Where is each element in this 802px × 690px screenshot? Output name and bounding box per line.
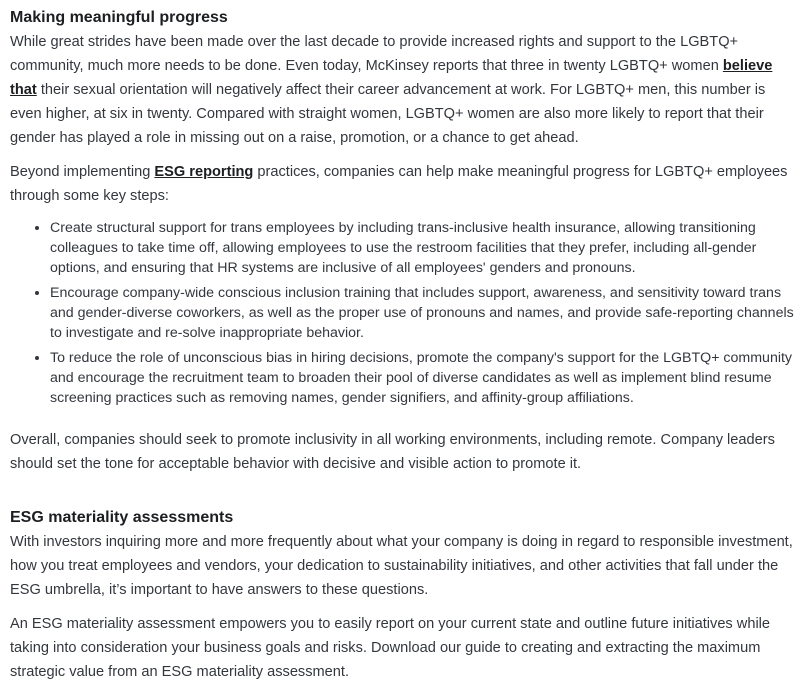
paragraph-text: practices, companies can help make meaningful progress for LGBTQ+ employees through some key steps: (10, 164, 788, 204)
materiality-paragraph-2: An ESG materiality assessment empowers you to easily report on your current state and outline future initiatives while taking into consideration your business goals and risks. Download our guide to creating and extracting the maximum strategic value from an ESG materiality assessment. (10, 616, 771, 680)
paragraph-text: their sexual orientation will negatively affect their career advancement at work. For LGBTQ+ men, this number is even higher, at six in twenty. Compared with straight women, LGBTQ+ women are also more likely to report that their gender has played a role in missing out on a raise, promotion, or a chance to get ahead. (10, 82, 766, 146)
esg-reporting-link[interactable]: ESG reporting (154, 164, 254, 180)
section-heading-materiality: ESG materiality assessments (10, 509, 234, 526)
paragraph-text: Beyond implementing (10, 164, 155, 180)
paragraph-text: While great strides have been made over the last decade to provide increased rights and support to the LGBTQ+ community, much more needs to be done. Even today, McKinsey reports that three in twenty LGBTQ+ women (10, 34, 739, 74)
list-item: • To reduce the role of unconscious bias in hiring decisions, promote the company's support for the LGBTQ+ community and encourage the recruitment team to broaden their pool of diverse candidates as well as implement blind resume screening practices such as removing names, gender signifiers, and affinity-group affiliations. (50, 348, 802, 408)
conclusion-paragraph: Overall, companies should seek to promote inclusivity in all working environments, including remote. Company leaders should set the tone for acceptable behavior with decisive and visible action to promote it. (10, 432, 775, 472)
progress-intro-paragraph (10, 30, 800, 150)
list-item: • Encourage company-wide conscious inclusion training that includes support, awareness, and sensitivity toward trans and gender-diverse coworkers, as well as the proper use of pronouns and names, and provide safe-reporting channels to investigate and re-solve inappropriate behavior. (50, 283, 802, 343)
list-item: • Create structural support for trans employees by including trans-inclusive health insurance, allowing transitioning colleagues to take time off, allowing employees to use the restroom facilities that they prefer, including all-gender options, and ensuring that HR systems are inclusive of all employees' genders and pronouns. (50, 218, 802, 278)
believe-that-link[interactable]: believe that (10, 58, 773, 98)
key-steps-list (10, 218, 802, 408)
section-heading-progress: Making meaningful progress (10, 9, 228, 26)
materiality-paragraph-1: With investors inquiring more and more frequently about what your company is doing in regard to responsible investment, how you treat employees and vendors, your dedication to sustainability initiatives, and other activities that fall under the ESG umbrella, it’s important to have answers to these questions. (10, 534, 793, 598)
key-steps-intro-paragraph (10, 160, 800, 208)
